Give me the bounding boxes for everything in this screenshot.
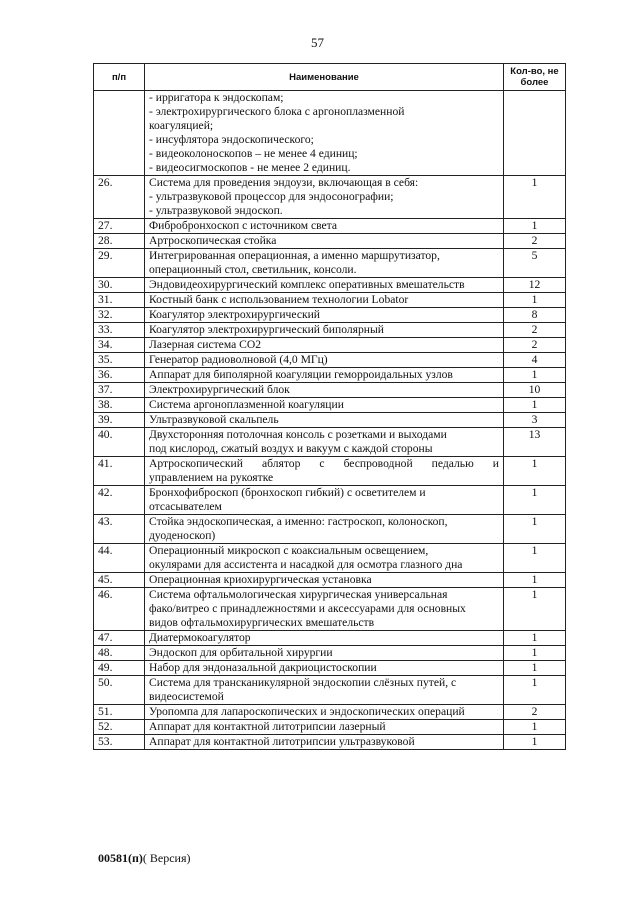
table-row <box>94 353 566 368</box>
row-quantity: 1 <box>504 515 566 544</box>
row-number: 40. <box>94 428 145 457</box>
row-number: 42. <box>94 486 145 515</box>
row-name-line: - ирригатора к эндоскопам; <box>149 91 284 104</box>
row-name-line: Эндоскоп для орбитальной хирургии <box>149 646 333 659</box>
row-number: 36. <box>94 368 145 383</box>
table-row <box>94 176 566 219</box>
row-name-line: - инсуфлятора эндоскопического; <box>149 133 314 146</box>
table-row <box>94 278 566 293</box>
row-number: 53. <box>94 735 145 750</box>
table-row <box>94 735 566 750</box>
row-name-line: отсасывателем <box>149 500 222 513</box>
row-name-line: Коагулятор электрохирургический <box>149 308 321 321</box>
row-name <box>145 676 504 705</box>
table-row <box>94 428 566 457</box>
row-name-line: - видеосигмоскопов - не менее 2 единиц. <box>149 161 351 174</box>
row-name-line: - ультразвуковой процессор для эндосонографии; <box>149 190 394 203</box>
table-row <box>94 661 566 676</box>
row-number: 33. <box>94 323 145 338</box>
row-quantity: 2 <box>504 323 566 338</box>
row-name <box>145 323 504 338</box>
table-row <box>94 631 566 646</box>
row-quantity: 2 <box>504 234 566 249</box>
row-name-line: операционный стол, светильник, консоли. <box>149 263 357 276</box>
row-name <box>145 338 504 353</box>
row-name <box>145 249 504 278</box>
table-row <box>94 308 566 323</box>
row-name <box>145 398 504 413</box>
row-number: 43. <box>94 515 145 544</box>
row-number: 38. <box>94 398 145 413</box>
row-name <box>145 293 504 308</box>
row-number: 44. <box>94 544 145 573</box>
row-number: 45. <box>94 573 145 588</box>
row-name-line: Ультразвуковой скальпель <box>149 413 279 426</box>
row-number: 27. <box>94 219 145 234</box>
row-name <box>145 646 504 661</box>
row-number: 31. <box>94 293 145 308</box>
row-number: 48. <box>94 646 145 661</box>
row-name-line: Стойка эндоскопическая, а именно: гастроскоп, колоноскоп, <box>149 515 448 528</box>
page-number: 57 <box>311 35 324 50</box>
row-quantity: 1 <box>504 573 566 588</box>
table-row <box>94 486 566 515</box>
row-name <box>145 278 504 293</box>
row-quantity: 8 <box>504 308 566 323</box>
row-quantity: 1 <box>504 486 566 515</box>
table-row <box>94 413 566 428</box>
row-quantity: 1 <box>504 631 566 646</box>
row-name-line: - видеоколоноскопов – не менее 4 единиц; <box>149 147 358 160</box>
row-number: 52. <box>94 720 145 735</box>
table-row <box>94 720 566 735</box>
row-number: 50. <box>94 676 145 705</box>
row-name-line: Интегрированная операционная, а именно маршрутизатор, <box>149 249 440 262</box>
row-quantity: 3 <box>504 413 566 428</box>
row-name <box>145 705 504 720</box>
row-quantity: 1 <box>504 457 566 486</box>
table-row <box>94 398 566 413</box>
equipment-table <box>93 63 566 750</box>
table-row <box>94 234 566 249</box>
row-name-line: видов офтальмохирургических вмешательств <box>149 616 375 629</box>
table-row <box>94 646 566 661</box>
header-name: Наименование <box>145 64 504 91</box>
row-name-line: Двухсторонняя потолочная консоль с розетками и выходами <box>149 428 447 441</box>
row-name <box>145 176 504 219</box>
row-quantity: 1 <box>504 398 566 413</box>
table-row <box>94 544 566 573</box>
row-quantity: 1 <box>504 646 566 661</box>
row-name-line: управлением на рукоятке <box>149 471 274 484</box>
row-name-line: Артроскопический аблятор с беспроводной педалью и <box>149 457 499 470</box>
table-header-row <box>94 64 566 91</box>
row-name <box>145 573 504 588</box>
table-row <box>94 338 566 353</box>
row-quantity: 13 <box>504 428 566 457</box>
row-quantity: 1 <box>504 735 566 750</box>
row-name-line: Эндовидеохирургический комплекс оперативных вмешательств <box>149 278 465 291</box>
row-quantity: 10 <box>504 383 566 398</box>
row-quantity: 1 <box>504 544 566 573</box>
row-name-line: Лазерная система СО2 <box>149 338 262 351</box>
footer-version: ( Версия) <box>142 851 191 865</box>
row-name <box>145 234 504 249</box>
row-name <box>145 383 504 398</box>
row-name-line: Коагулятор электрохирургический биполярный <box>149 323 384 336</box>
row-name <box>145 368 504 383</box>
row-name <box>145 544 504 573</box>
row-quantity <box>504 91 566 176</box>
row-name-line: Система для трансканикулярной эндоскопии слёзных путей, с <box>149 676 457 689</box>
row-name-line: Набор для эндоназальной дакриоцистоскопии <box>149 661 377 674</box>
row-name-line: Уропомпа для лапароскопических и эндоскопических операций <box>149 705 465 718</box>
row-number: 32. <box>94 308 145 323</box>
row-name-line: Фибробронхоскоп с источником света <box>149 219 338 232</box>
row-name-line: окулярами для ассистента и насадкой для осмотра глазного дна <box>149 558 463 571</box>
row-number: 34. <box>94 338 145 353</box>
row-name-line: - электрохирургического блока с аргоноплазменной <box>149 105 405 118</box>
row-name-line: видеосистемой <box>149 690 224 703</box>
row-name-line: Система аргоноплазменной коагуляции <box>149 398 344 411</box>
row-name-line: Операционная криохирургическая установка <box>149 573 372 586</box>
row-name <box>145 588 504 631</box>
row-name <box>145 413 504 428</box>
footer-code: 00581(п) <box>98 851 143 865</box>
row-name <box>145 91 504 176</box>
row-number: 49. <box>94 661 145 676</box>
row-name <box>145 308 504 323</box>
row-quantity: 12 <box>504 278 566 293</box>
row-name-line: Электрохирургический блок <box>149 383 290 396</box>
row-name <box>145 486 504 515</box>
row-quantity: 5 <box>504 249 566 278</box>
row-name-line: Система для проведения эндоузи, включающая в себя: <box>149 176 419 189</box>
row-quantity: 1 <box>504 588 566 631</box>
table-row <box>94 219 566 234</box>
table-row <box>94 91 566 176</box>
row-name-line: Аппарат для контактной литотрипсии ультразвуковой <box>149 735 415 748</box>
row-name-line: Диатермокоагулятор <box>149 631 251 644</box>
row-number: 28. <box>94 234 145 249</box>
row-number: 35. <box>94 353 145 368</box>
row-quantity: 4 <box>504 353 566 368</box>
table-row <box>94 383 566 398</box>
row-number: 39. <box>94 413 145 428</box>
row-name-line: - ультразвуковой эндоскоп. <box>149 204 283 217</box>
row-name-line: Бронхофиброскоп (бронхоскоп гибкий) с осветителем и <box>149 486 426 499</box>
row-name-line: дуоденоскоп) <box>149 529 216 542</box>
row-quantity: 1 <box>504 176 566 219</box>
row-number: 29. <box>94 249 145 278</box>
row-quantity: 2 <box>504 705 566 720</box>
row-quantity: 1 <box>504 368 566 383</box>
row-number: 26. <box>94 176 145 219</box>
row-name <box>145 735 504 750</box>
table-row <box>94 588 566 631</box>
row-number: 41. <box>94 457 145 486</box>
row-name <box>145 353 504 368</box>
table-row <box>94 293 566 308</box>
row-name <box>145 428 504 457</box>
row-name <box>145 515 504 544</box>
row-quantity: 1 <box>504 219 566 234</box>
row-quantity: 2 <box>504 338 566 353</box>
row-name <box>145 661 504 676</box>
row-quantity: 1 <box>504 293 566 308</box>
row-name-line: фако/витрео с принадлежностями и аксессуарами для основных <box>149 602 466 615</box>
row-name <box>145 720 504 735</box>
row-name-line: Костный банк с использованием технологии Lobator <box>149 293 409 306</box>
table-row <box>94 573 566 588</box>
table-row <box>94 457 566 486</box>
document-footer <box>98 851 191 866</box>
row-name-line: Артроскопическая стойка <box>149 234 277 247</box>
row-quantity: 1 <box>504 720 566 735</box>
row-name-line: Операционный микроскоп с коаксиальным освещением, <box>149 544 429 557</box>
row-number: 30. <box>94 278 145 293</box>
row-name <box>145 631 504 646</box>
row-number: 37. <box>94 383 145 398</box>
row-name-line: Генератор радиоволновой (4,0 МГц) <box>149 353 328 366</box>
row-name-line: коагуляцией; <box>149 119 214 132</box>
row-name <box>145 457 504 486</box>
row-number: 47. <box>94 631 145 646</box>
table-row <box>94 368 566 383</box>
row-name-line: Аппарат для контактной литотрипсии лазерный <box>149 720 386 733</box>
row-name-line: Аппарат для биполярной коагуляции геморроидальных узлов <box>149 368 453 381</box>
table-row <box>94 676 566 705</box>
row-name-line: под кислород, сжатый воздух и вакуум с каждой стороны <box>149 442 433 455</box>
row-number: 51. <box>94 705 145 720</box>
row-quantity: 1 <box>504 661 566 676</box>
row-number: 46. <box>94 588 145 631</box>
row-name <box>145 219 504 234</box>
header-num: п/п <box>94 64 145 91</box>
row-name-line: Система офтальмологическая хирургическая универсальная <box>149 588 448 601</box>
table-row <box>94 249 566 278</box>
table-row <box>94 705 566 720</box>
row-number <box>94 91 145 176</box>
header-qty: Кол-во, не более <box>504 64 566 91</box>
table-row <box>94 323 566 338</box>
row-quantity: 1 <box>504 676 566 705</box>
table-row <box>94 515 566 544</box>
